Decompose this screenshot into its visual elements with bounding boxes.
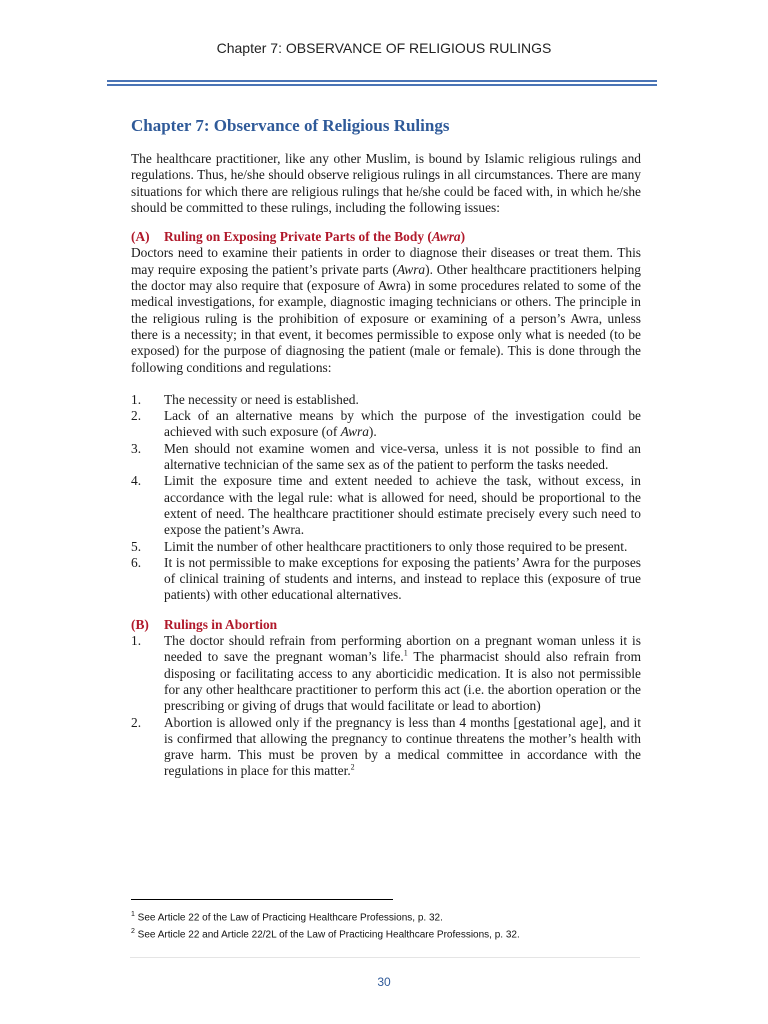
- list-item: [131, 392, 641, 408]
- list-item-text: Abortion is allowed only if the pregnancy is less than 4 months [gestational age], and it is confirmed that allowing the pregnancy to continue threatens the mother’s health with grave harm. This must be proven by a medical committee in accordance with the regulations in place for this matter.: [164, 714, 641, 779]
- list-item-text-end: The pharmacist should also refrain from disposing or facilitating access to any aborticidic medication. It is also not permissible for any other healthcare practitioner to perform this act (i.e. the abortion operation or the prescribing or giving of drugs that would facilitate or lead to abortion): [164, 649, 641, 714]
- intro-paragraph: The healthcare practitioner, like any other Muslim, is bound by Islamic religious rulings and regulations. Thus, he/she should observe religious rulings in all circumstances. There are many situations for which there are religious rulings that he/she could be faced with, in which he/she should be committed to these rulings, including the following issues:: [131, 151, 641, 215]
- list-item: [131, 441, 641, 474]
- section-a-letter: (A): [131, 229, 150, 245]
- section-a-heading-close: ): [460, 229, 466, 245]
- list-item: [131, 539, 641, 555]
- header-rule-bottom: [107, 84, 657, 86]
- list-item-number: 4.: [131, 473, 142, 489]
- footnote-ref[interactable]: 1: [403, 648, 408, 658]
- section-a-paragraph: [131, 245, 641, 375]
- running-header: Chapter 7: OBSERVANCE OF RELIGIOUS RULINGS: [216, 40, 552, 56]
- footnote: [131, 908, 651, 925]
- list-item: [131, 473, 641, 538]
- list-item-number: 1.: [131, 633, 142, 649]
- section-a-conditions-list: [131, 392, 641, 604]
- list-item-text: Limit the number of other healthcare practitioners to only those required to be present.: [164, 538, 628, 554]
- page-body: [131, 116, 641, 780]
- list-item-term: Awra: [340, 424, 369, 440]
- spacer: [131, 376, 641, 392]
- list-item-number: 2.: [131, 714, 142, 730]
- list-item-text: The doctor should refrain from performing abortion on a pregnant woman unless it is needed to save the pregnant woman’s life.: [164, 633, 641, 665]
- section-a-paragraph-part2: ). Other healthcare practitioners helping the doctor may also require that (exposure of Awra) in some procedures related to some of the medical investigations, for example, diagnostic imaging technicians or others. The principle in the religious ruling is the prohibition of exposure or examining of a person’s Awra, unless there is a necessity; in that event, it becomes permissible to expose only what is needed (to be exposed) for the purpose of diagnosing the patient (male or female). This is done through the following conditions and regulations:: [131, 261, 641, 375]
- section-b-heading-text: Rulings in Abortion: [164, 616, 278, 632]
- page-number: 30: [377, 975, 391, 989]
- footnote-text: See Article 22 of the Law of Practicing Healthcare Professions, p. 32.: [134, 912, 443, 924]
- list-item-number: 5.: [131, 538, 142, 554]
- list-item-text: The necessity or need is established.: [164, 391, 359, 407]
- section-b-heading: [131, 617, 641, 633]
- section-a-paragraph-term: Awra: [396, 261, 426, 277]
- list-item-text: It is not permissible to make exceptions for exposing the patients’ Awra for the purposes of clinical training of students and interns, and instead to replace this (exposure of true patients) with other educational alternatives.: [164, 554, 641, 603]
- section-a-heading-text: Ruling on Exposing Private Parts of the Body (: [164, 229, 432, 245]
- header-rule-top: [107, 80, 657, 82]
- list-item-text-end: ).: [368, 424, 377, 440]
- list-item-text: Men should not examine women and vice-versa, unless it is not possible to find an alternative technician of the same sex as of the patient to perform the tasks needed.: [164, 440, 641, 473]
- chapter-title: Chapter 7: Observance of Religious Rulings: [131, 116, 450, 135]
- list-item-number: 1.: [131, 391, 142, 407]
- section-a-heading: [131, 229, 641, 245]
- list-item: [131, 715, 641, 780]
- list-item: [131, 408, 641, 441]
- footnote: [131, 925, 651, 942]
- footnote-ref[interactable]: 2: [350, 762, 355, 772]
- section-b-letter: (B): [131, 616, 149, 632]
- list-item-number: 6.: [131, 554, 142, 570]
- footer-rule: [130, 957, 640, 958]
- footnotes: [131, 908, 651, 943]
- section-b-list: [131, 633, 641, 780]
- list-item-number: 3.: [131, 440, 142, 456]
- footnote-text: See Article 22 and Article 22/2L of the Law of Practicing Healthcare Professions, p. 32.: [134, 929, 520, 941]
- section-a-heading-term: Awra: [431, 229, 461, 245]
- footnote-separator: [131, 899, 393, 900]
- footnote-mark: 1: [131, 911, 135, 918]
- list-item-number: 2.: [131, 408, 142, 424]
- list-item-text: Limit the exposure time and extent needed to achieve the task, without excess, in accordance with the legal rule: what is allowed for need, should be proportional to the extent of need. The healthcare practitioner should estimate precisely every such need to expose the patient’s Awra.: [164, 473, 641, 538]
- list-item: [131, 633, 641, 714]
- section-a-paragraph-part1: Doctors need to examine their patients in order to diagnose their diseases or treat them. This may require exposing the patient’s private parts (: [131, 245, 641, 277]
- list-item-text: Lack of an alternative means by which the purpose of the investigation could be achieved with such exposure (of: [164, 408, 641, 440]
- list-item: [131, 555, 641, 604]
- footnote-mark: 2: [131, 928, 135, 936]
